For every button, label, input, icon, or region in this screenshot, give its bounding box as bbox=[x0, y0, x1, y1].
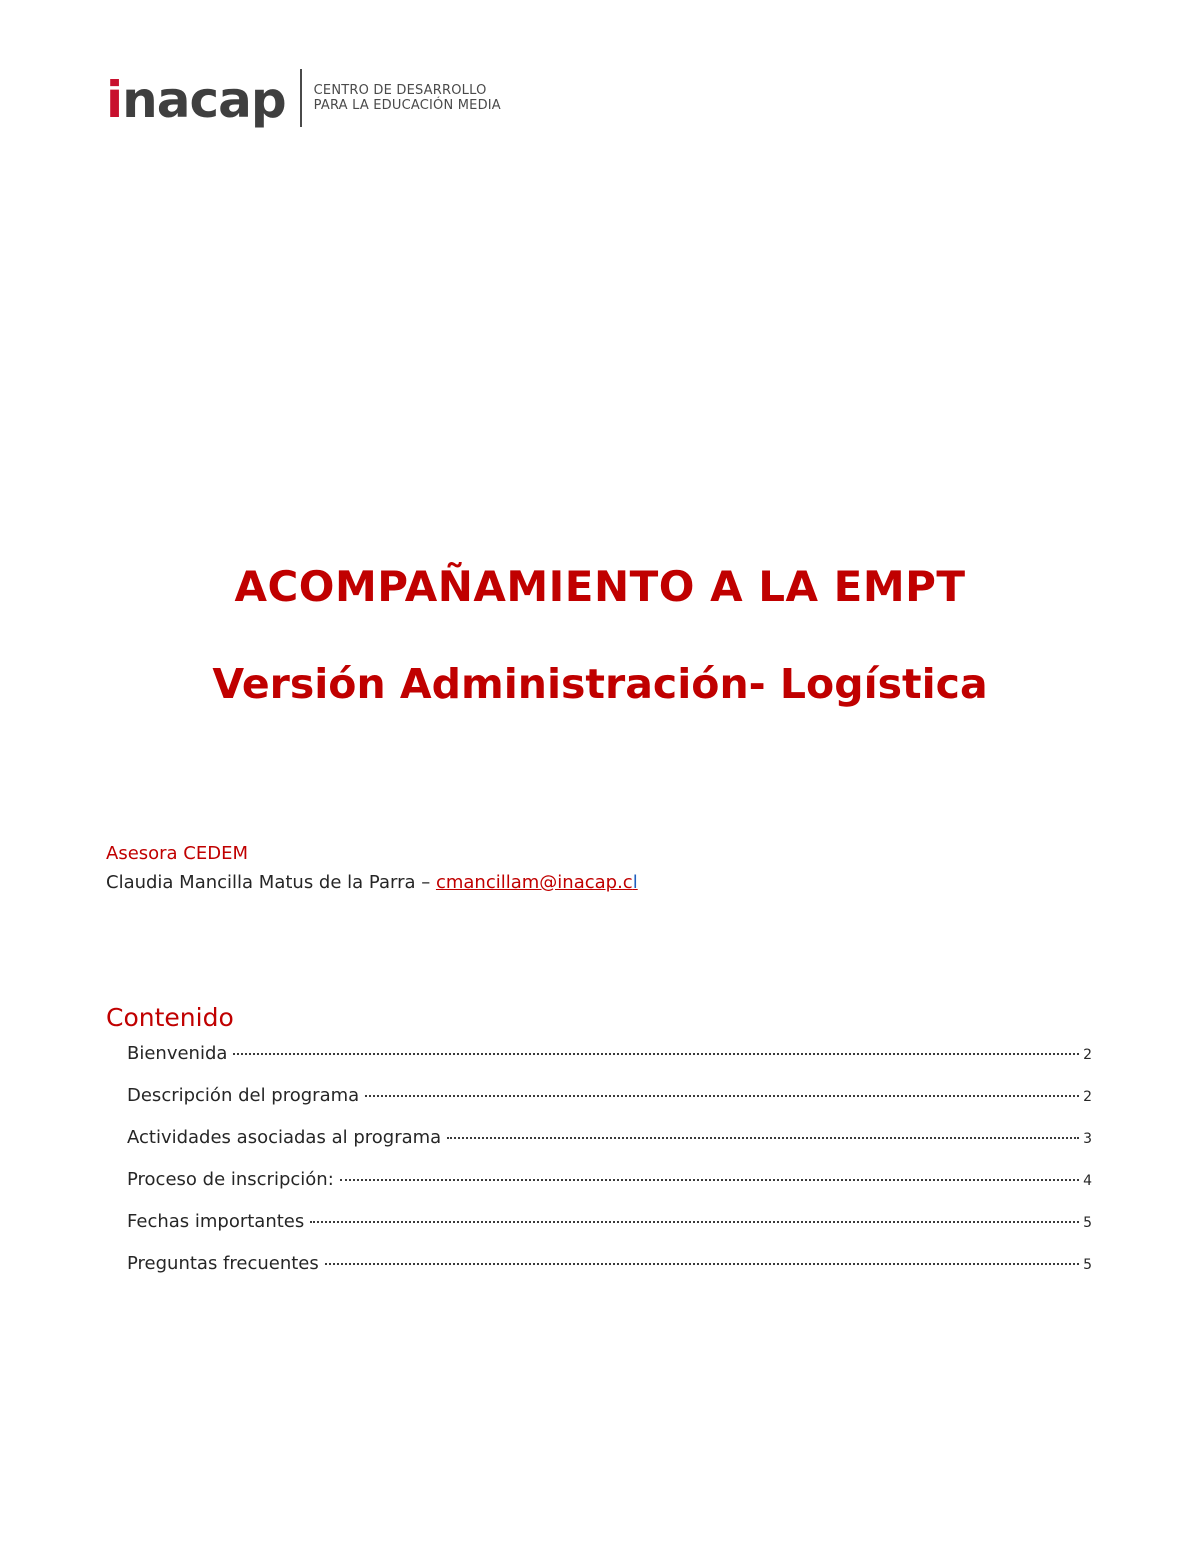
toc-entry-page: 3 bbox=[1083, 1131, 1092, 1147]
toc-entry-actividades[interactable] bbox=[127, 1127, 1092, 1169]
logo-subtitle bbox=[314, 83, 501, 113]
toc-entry-label: Actividades asociadas al programa bbox=[127, 1127, 442, 1148]
toc-entry-label: Proceso de inscripción: bbox=[127, 1169, 334, 1190]
advisor-email-link[interactable] bbox=[436, 872, 638, 893]
logo-subtitle-line-1: CENTRO DE DESARROLLO bbox=[313, 83, 487, 98]
toc-entry-label: Descripción del programa bbox=[127, 1085, 360, 1106]
inacap-logo bbox=[106, 66, 501, 130]
toc-entry-fechas[interactable] bbox=[127, 1211, 1092, 1253]
logo-wordmark bbox=[106, 66, 286, 130]
advisor-email-tail: l bbox=[632, 872, 638, 893]
toc-entry-page: 5 bbox=[1083, 1215, 1092, 1231]
toc-entry-label: Preguntas frecuentes bbox=[127, 1253, 319, 1274]
toc-entry-descripcion[interactable] bbox=[127, 1085, 1092, 1127]
toc-entry-page: 2 bbox=[1083, 1047, 1092, 1063]
toc-entry-label: Bienvenida bbox=[127, 1043, 228, 1064]
logo-word-rest: nacap bbox=[122, 71, 286, 129]
toc-entry-page: 2 bbox=[1083, 1089, 1092, 1105]
toc-dot-leader bbox=[233, 1053, 1079, 1055]
toc-dot-leader bbox=[447, 1137, 1079, 1139]
toc-dot-leader bbox=[365, 1095, 1079, 1097]
toc-entry-page: 4 bbox=[1083, 1173, 1092, 1189]
toc-entry-page: 5 bbox=[1083, 1257, 1092, 1273]
toc-entry-bienvenida[interactable] bbox=[127, 1043, 1092, 1085]
toc-entry-inscripcion[interactable] bbox=[127, 1169, 1092, 1211]
toc-heading: Contenido bbox=[106, 1003, 234, 1032]
toc-entry-label: Fechas importantes bbox=[127, 1211, 305, 1232]
logo-divider bbox=[300, 69, 302, 127]
document-subtitle: Versión Administración- Logística bbox=[212, 660, 988, 708]
advisor-name: Claudia Mancilla Matus de la Parra – bbox=[106, 872, 436, 893]
logo-subtitle-line-2: PARA LA EDUCACIÓN MEDIA bbox=[313, 98, 501, 113]
logo-word-first: i bbox=[106, 71, 123, 129]
toc-dot-leader bbox=[325, 1263, 1079, 1265]
toc-dot-leader bbox=[310, 1221, 1079, 1223]
document-title: ACOMPAÑAMIENTO A LA EMPT bbox=[234, 562, 966, 611]
logo-word bbox=[106, 71, 286, 129]
advisor-label: Asesora CEDEM bbox=[106, 843, 249, 864]
table-of-contents bbox=[127, 1043, 1092, 1295]
toc-entry-preguntas[interactable] bbox=[127, 1253, 1092, 1295]
advisor-email-main: cmancillam@inacap.c bbox=[435, 872, 633, 893]
toc-dot-leader bbox=[340, 1179, 1079, 1181]
advisor-contact bbox=[106, 872, 638, 893]
